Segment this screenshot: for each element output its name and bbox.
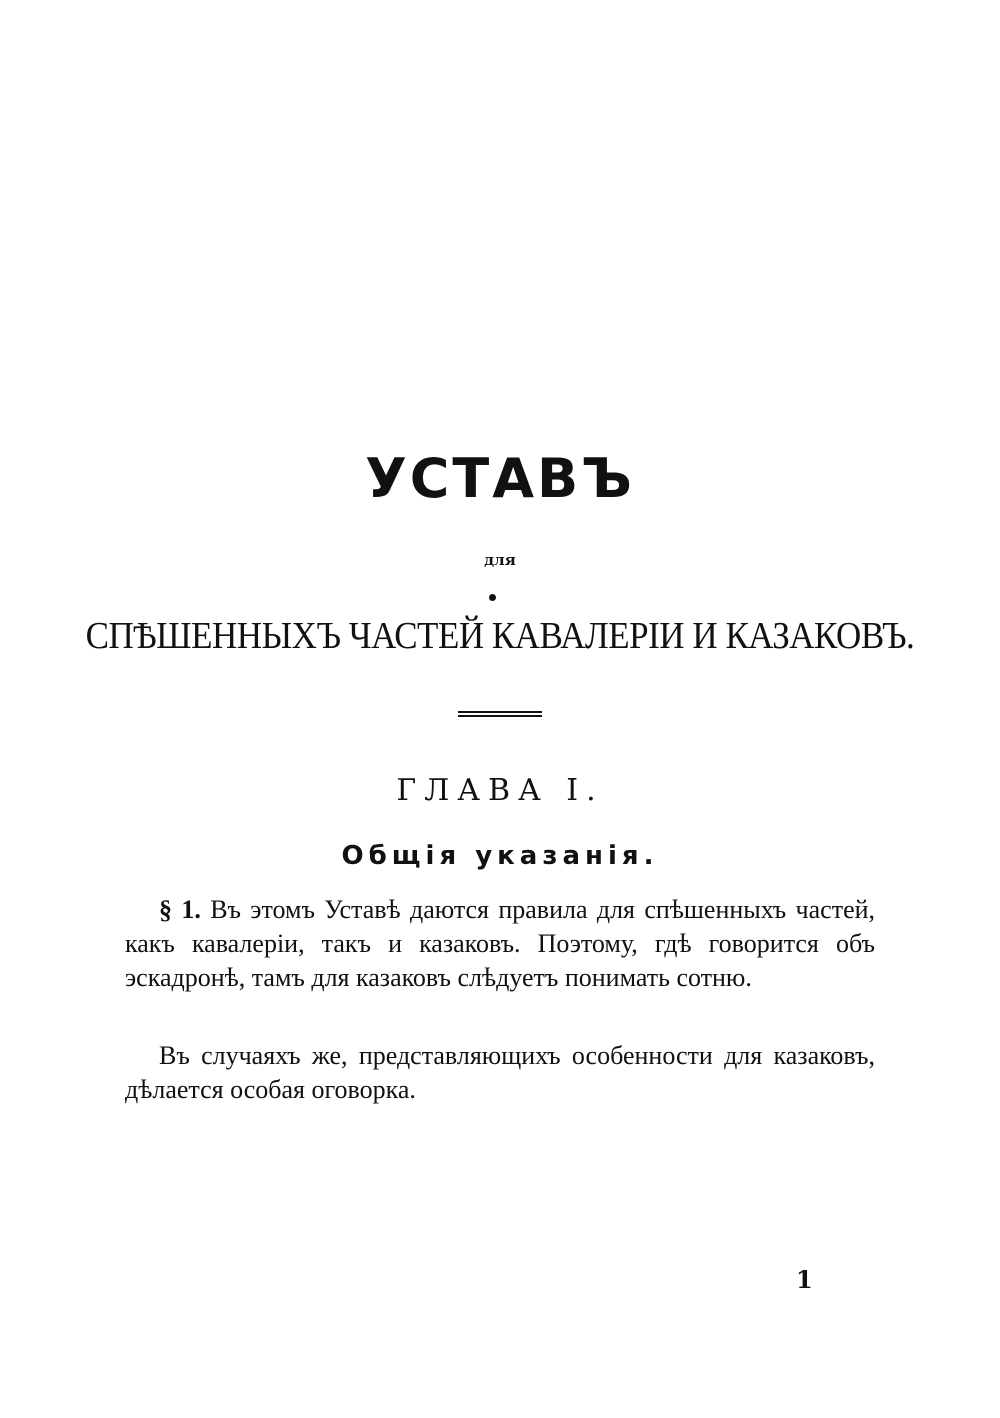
decorative-divider bbox=[458, 709, 542, 719]
subtitle-preposition: для bbox=[484, 551, 516, 569]
paragraph-text: Въ этомъ Уставѣ даются правила для спѣшенныхъ частей, какъ кавалеріи, такъ и казаковъ. Поэтому, гдѣ говорится объ эскадронѣ, тамъ для казаковъ слѣдуетъ понимать сотню. bbox=[125, 895, 876, 992]
document-title: УСТАВЪ bbox=[365, 447, 635, 510]
chapter-heading: ГЛАВА I. bbox=[396, 773, 604, 808]
page-number: 1 bbox=[796, 1265, 813, 1294]
paragraph bbox=[125, 893, 875, 995]
section-heading: Общія указанія. bbox=[341, 841, 659, 871]
paragraph bbox=[125, 1039, 875, 1107]
ornament-dot bbox=[489, 594, 496, 601]
document-subtitle: СПѢШЕННЫХЪ ЧАСТЕЙ КАВАЛЕРІИ И КАЗАКОВЪ. bbox=[85, 615, 915, 657]
paragraph-text: Въ случаяхъ же, представляющихъ особенности для казаковъ, дѣлается особая оговорка. bbox=[125, 1041, 875, 1104]
paragraph-number: § 1. bbox=[159, 895, 201, 924]
